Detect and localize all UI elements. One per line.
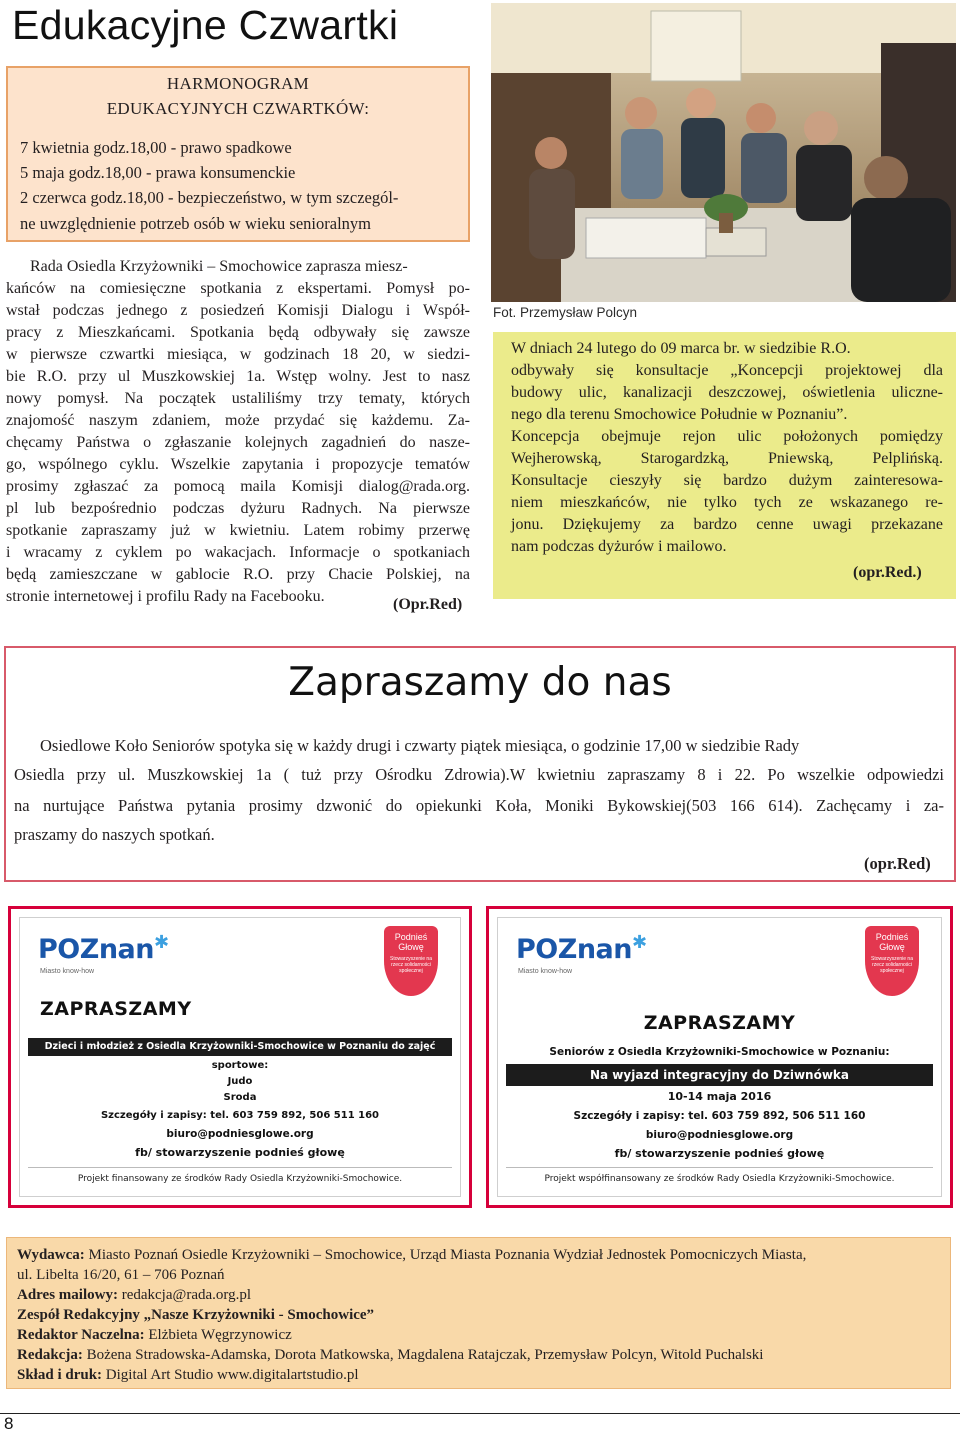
badge-subtitle: Stowarzyszenie na rzecz solidarności społecznej [871,956,913,974]
schedule-box [6,66,470,242]
article-line: wstał podczas jednego z posiedzeń Komisji Dialogu i Współ- [6,302,470,319]
poster-contact: Szczegóły i zapisy: tel. 603 759 892, 506 511 160 [573,1110,866,1122]
colophon-editor [17,1327,292,1344]
article-line: nowy pomysł. Na początek ustaliliśmy trzy tematy, których [6,390,470,407]
poznan-logo-text: POZnan [38,934,154,965]
article-right-box [493,332,956,599]
poster-dates: 10-14 maja 2016 [667,1090,772,1103]
colophon-email [17,1287,251,1304]
poster-footer: Projekt finansowany ze środków Rady Osiedla Krzyżowniki-Smochowice. [28,1167,452,1184]
poznan-logo-subtitle: Miasto know-how [518,968,573,975]
poster-headline: Dzieci i młodzież z Osiedla Krzyżowniki-Smochowice w Poznaniu do zajęć [28,1038,452,1056]
colophon-label: Wydawca: [17,1247,85,1263]
poster-facebook: fb/ stowarzyszenie podnieś głowę [614,1147,825,1160]
footer-rule [0,1413,960,1414]
colophon-box [6,1237,951,1389]
article-signature: (opr.Red.) [853,564,922,581]
colophon-address: ul. Libelta 16/20, 61 – 706 Poznań [17,1267,225,1283]
article-line: nego dla terenu Smochowice Południe w Poznaniu”. [511,406,848,423]
colophon-label: Zespół Redakcyjny „Nasze Krzyżowniki - Smochowice” [17,1307,375,1323]
article-line: w pierwsze czwartki miesiąca, w godzinach 18 20, w siedzi- [6,346,470,363]
badge-subtitle: Stowarzyszenie na rzecz solidarności społecznej [390,956,432,974]
podnies-glowe-badge [865,926,919,996]
article-line: go, wspólnego cyklu. Wszelkie zapytania i propozycje tematów [6,456,470,473]
colophon-label: Adres mailowy: [17,1287,118,1303]
article-line: pl lub bezpośrednio podczas dyżuru Radnych. Na pierwsze [6,500,470,517]
meeting-photo [491,3,956,302]
colophon-print [17,1367,359,1384]
poster-footer: Projekt współfinansowany ze środków Rady Osiedla Krzyżowniki-Smochowice. [506,1167,933,1184]
badge-title: Podnieś Głowę [875,932,909,952]
page-number: 8 [4,1414,14,1433]
poster-facebook: fb/ stowarzyszenie podnieś głowę [135,1146,345,1159]
poster-line: Seniorów z Osiedla Krzyżowniki-Smochowice w Poznaniu: [549,1046,890,1058]
poster-inner [19,917,461,1197]
poster-title: ZAPRASZAMY [40,998,192,1020]
schedule-heading: HARMONOGRAM [166,74,310,93]
poster-weekday: Sroda [223,1092,257,1103]
invite-title: Zapraszamy do nas [288,660,672,705]
poster-title: ZAPRASZAMY [643,1012,796,1034]
poster-sport: Judo [227,1076,253,1087]
schedule-item: 5 maja godz.18,00 - prawa konsumenckie [20,163,296,182]
schedule-item: 7 kwietnia godz.18,00 - prawo spadkowe [20,138,292,157]
page-title: Edukacyjne Czwartki [12,2,399,48]
podnies-glowe-badge [384,926,438,996]
invite-line: Osiedla przy ul. Muszkowskiej 1a ( tuż przy Ośrodku Zdrowia).W kwietniu zapraszamy 8 i 22. Po wszelkie odpowiedzi [14,765,944,784]
colophon-label: Skład i druk: [17,1367,103,1383]
article-line: bie R.O. przy ul Muszkowskiej 1a. Wstęp wolny. Jest to nasz [6,368,470,385]
colophon-label: Redaktor Naczelna: [17,1327,145,1343]
colophon-team [17,1307,374,1324]
schedule-item: ne uwzględnienie potrzeb osób w wieku senioralnym [20,214,371,233]
article-line: i wracamy z cyklem po wakacjach. Informacje o spotkaniach [6,544,470,561]
poznan-logo [516,934,647,965]
poznan-logo-subtitle: Miasto know-how [40,968,95,975]
article-line: nam podczas dyżurów i mailowo. [511,538,727,555]
colophon-value: Bożena Stradowska-Adamska, Dorota Matkowska, Magdalena Ratajczak, Przemysław Polcyn, Witold Puchalski [82,1347,764,1363]
invite-line: na nurtujące Państwa pytania prosimy dzwonić do opiekunki Koła, Moniki Bykowskiej(503 166 614). Zachęcamy i za- [14,796,944,815]
colophon-value: Digital Art Studio www.digitalartstudio.pl [102,1367,359,1383]
article-line: Koncepcja obejmuje rejon ulic położonych pomiędzy [511,428,943,445]
article-line: chęcamy Państwa o zgłaszanie kolejnych zagadnień do nasze- [6,434,470,451]
article-line: kańców na comiesięczne spotkania z ekspertami. Pomysł po- [6,280,470,297]
article-line: pracy z Mieszkańcami. Spotkania będą odbywały się zawsze [6,324,470,341]
invite-line: Osiedlowe Koło Seniorów spotyka się w każdy drugi i czwarty piątek miesiąca, o godzinie 17,00 w siedzibie Rady [40,736,800,755]
article-line: będą zamieszczane w gablocie R.O. przy Chacie Polskiej, na [6,566,470,583]
colophon-value: Elżbieta Węgrzynowicz [144,1327,292,1343]
poster-trip [486,906,953,1208]
poster-email: biuro@podniesglowe.org [645,1129,794,1141]
photo-caption: Fot. Przemysław Polcyn [493,305,638,320]
invite-signature: (opr.Red) [864,854,931,873]
star-icon: ✱ [153,932,169,953]
article-line: spotkanie zapraszamy już w kwietniu. Latem robimy przerwę [6,522,470,539]
article-line: Konsultacje cieszyły się bardzo dużym zainteresowa- [511,472,943,489]
colophon-value: redakcja@rada.org.pl [117,1287,252,1303]
schedule-subheading: EDUKACYJNYCH CZWARTKÓW: [106,99,370,118]
poster-headline: Na wyjazd integracyjny do Dziwnówka [506,1064,933,1086]
article-line: prosimy zgłaszać za pomocą maila Komisji dialog@rada.org. [6,478,470,495]
article-line: Rada Osiedla Krzyżowniki – Smochowice zaprasza miesz- [30,258,408,275]
article-line: stronie internetowej i profilu Rady na Facebooku. [6,588,325,605]
article-line: W dniach 24 lutego do 09 marca br. w siedzibie R.O. [511,340,851,357]
colophon-label: Redakcja: [17,1347,83,1363]
article-line: odbywały się konsultacje „Koncepcji projektowej dla [511,362,943,379]
colophon-staff [17,1347,763,1364]
poznan-logo [38,934,169,965]
poznan-logo-text: POZnan [516,934,632,965]
article-line: Wejherowską, Starogardzką, Pniewską, Pelplińską. [511,450,943,467]
invite-line: praszamy do naszych spotkań. [14,825,215,844]
article-line: jonu. Dziękujemy za bardzo cenne uwagi przekazane [511,516,943,533]
meeting-photo-illustration [491,3,956,302]
poster-inner [497,917,942,1197]
colophon-value: Miasto Poznań Osiedle Krzyżowniki – Smochowice, Urząd Miasta Poznania Wydział Jednostek Pomocniczych Miasta, [84,1247,807,1263]
schedule-item: 2 czerwca godz.18,00 - bezpieczeństwo, w tym szczegól- [20,188,399,207]
star-icon: ✱ [631,932,647,953]
colophon-publisher [17,1247,806,1264]
article-line: niem mieszkańców, nie tylko tych ze wskazanego re- [511,494,943,511]
poster-subline: sportowe: [211,1060,269,1071]
article-signature: (Opr.Red) [393,596,463,613]
badge-title: Podnieś Głowę [394,932,428,952]
article-line: znajomość naszym zdaniem, może przydać się każdemu. Za- [6,412,470,429]
poster-judo [8,906,472,1208]
poster-email: biuro@podniesglowe.org [166,1128,314,1140]
article-line: budowy ulic, kanalizacji deszczowej, oświetlenia uliczne- [511,384,943,401]
poster-contact: Szczegóły i zapisy: tel. 603 759 892, 506 511 160 [100,1110,380,1121]
